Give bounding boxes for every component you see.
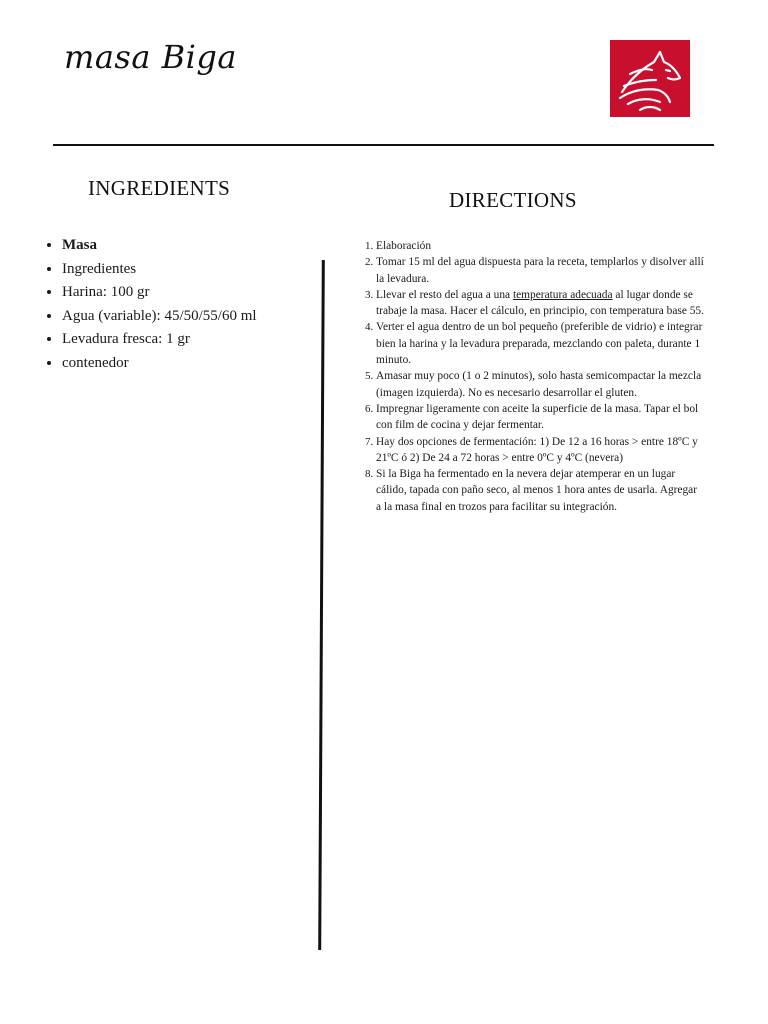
direction-step: 7. Hay dos opciones de fermentación: 1) De 12 a 16 horas > entre 18ºC y 21ºC ó 2) De 24 a 72 horas > entre 0ºC y 4ºC (nevera)	[376, 434, 704, 467]
ingredient-item: • Harina: 100 gr	[62, 281, 342, 305]
logo	[610, 40, 690, 117]
direction-step: 5. Amasar muy poco (1 o 2 minutos), solo hasta semicompactar la mezcla (imagen izquierda). No es necesario desarrollar el gluten.	[376, 368, 704, 401]
temperature-link[interactable]: temperatura adecuada	[512, 288, 613, 301]
directions-heading: DIRECTIONS	[449, 188, 577, 212]
ingredient-item: • Ingredientes	[62, 258, 342, 282]
ingredient-item: • contenedor	[62, 352, 342, 376]
directions-list	[348, 238, 704, 515]
direction-step	[376, 287, 704, 320]
wolf-head-icon	[610, 40, 690, 117]
direction-step: 8. Si la Biga ha fermentado en la nevera dejar atemperar en un lugar cálido, tapada con paño seco, al menos 1 hora antes de usarla. Agregar a la masa final en trozos para facilitar su integración.	[376, 466, 704, 515]
direction-step-text: Llevar el resto del agua a una	[376, 288, 513, 301]
direction-step: 1. Elaboración	[376, 238, 704, 254]
page-title: masa Biga	[64, 38, 237, 76]
direction-step-text: al lugar donde se trabaje la masa. Hacer el cálculo, en principio, con temperatura base 55.	[376, 288, 704, 318]
ingredient-item: • Levadura fresca: 1 gr	[62, 328, 342, 352]
direction-step: 6. Impregnar ligeramente con aceite la superficie de la masa. Tapar el bol con film de cocina y dejar fermentar.	[376, 401, 704, 434]
header-divider	[53, 144, 714, 146]
ingredient-item: • Masa	[62, 234, 342, 258]
ingredients-heading: INGREDIENTS	[88, 176, 231, 200]
direction-step: 4. Verter el agua dentro de un bol pequeño (preferible de vidrio) e integrar bien la harina y la levadura preparada, mezclando con paleta, durante 1 minuto.	[376, 319, 704, 368]
ingredients-list	[30, 234, 342, 375]
ingredient-item: • Agua (variable): 45/50/55/60 ml	[62, 305, 342, 329]
direction-step: 2. Tomar 15 ml del agua dispuesta para la receta, templarlos y disolver allí la levadura.	[376, 254, 704, 287]
